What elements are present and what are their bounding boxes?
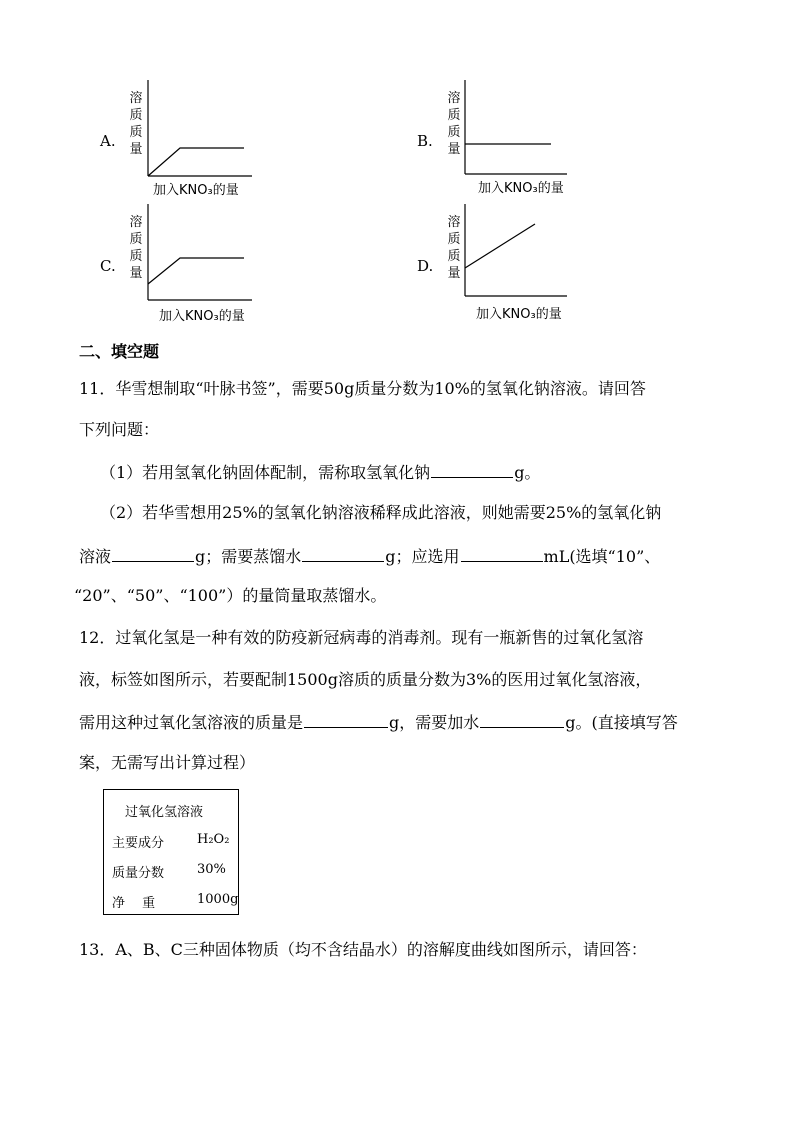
q11-part1 bbox=[100, 463, 540, 481]
q12-line2: 液，标签如图所示，若要配制1500g溶质的质量分数为3%的医用过氧化氢溶液， bbox=[79, 670, 652, 689]
q11-part2-line3: “20”、“50”、“100”）的量筒量取蒸馏水。 bbox=[74, 586, 387, 605]
ylabel-char: 质 bbox=[129, 108, 143, 123]
q13-line1: 13．A、B、C三种固体物质（均不含结晶水）的溶解度曲线如图所示，请回答： bbox=[79, 940, 647, 959]
q12-line3-a: 需用这种过氧化氢溶液的质量是 bbox=[79, 713, 304, 732]
label-key: 净 重 bbox=[112, 896, 156, 911]
q11-part2-blank-water[interactable] bbox=[302, 547, 384, 562]
option-c-letter: C. bbox=[100, 257, 116, 275]
ylabel-char: 质 bbox=[447, 249, 461, 264]
q12-line3 bbox=[79, 713, 678, 731]
q12-line3-b: g，需要加水 bbox=[389, 713, 480, 732]
option-c-graph bbox=[140, 200, 260, 310]
ylabel-char: 量 bbox=[129, 142, 143, 157]
label-key: 质量分数 bbox=[112, 866, 165, 881]
option-c-xlabel: 加入KNO₃的量 bbox=[159, 309, 245, 324]
q11-part2-a: 溶液 bbox=[79, 547, 112, 566]
ylabel-char: 质 bbox=[129, 249, 143, 264]
q12-blank-water-mass[interactable] bbox=[480, 713, 564, 728]
q12-blank-solution-mass[interactable] bbox=[304, 713, 388, 728]
option-a-letter: A. bbox=[100, 132, 116, 150]
q12-line1: 12．过氧化氢是一种有效的防疫新冠病毒的消毒剂。现有一瓶新售的过氧化氢溶 bbox=[79, 628, 644, 647]
q11-part2-blank-cylinder[interactable] bbox=[461, 547, 543, 562]
curve bbox=[148, 258, 244, 284]
option-b-letter: B. bbox=[417, 132, 433, 150]
option-a-graph bbox=[140, 76, 260, 186]
q11-part2-line2 bbox=[79, 547, 660, 565]
q11-part1-unit: g。 bbox=[514, 463, 541, 482]
q11-part1-blank[interactable] bbox=[431, 463, 513, 478]
option-d-xlabel: 加入KNO₃的量 bbox=[476, 307, 562, 322]
curve bbox=[148, 148, 244, 176]
option-a-xlabel: 加入KNO₃的量 bbox=[153, 183, 239, 198]
ylabel-char: 溶 bbox=[129, 91, 143, 106]
ylabel-char: 质 bbox=[447, 125, 461, 140]
q12-line4: 案，无需写出计算过程） bbox=[79, 753, 256, 772]
curve bbox=[465, 224, 535, 268]
option-d-letter: D. bbox=[417, 257, 434, 275]
q11-part2-line1: （2）若华雪想用25%的氢氧化钠溶液稀释成此溶液，则她需要25%的氢氧化钠 bbox=[100, 503, 662, 522]
option-b-graph bbox=[457, 76, 577, 186]
q11-line1: 11．华雪想制取“叶脉书签”，需要50g质量分数为10%的氢氧化钠溶液。请回答 bbox=[79, 379, 646, 398]
section-title: 二、填空题 bbox=[79, 342, 160, 361]
q11-part2-b: g；需要蒸馏水 bbox=[195, 547, 302, 566]
q11-part2-c: g；应选用 bbox=[385, 547, 460, 566]
label-value: 1000g bbox=[197, 892, 239, 907]
ylabel-char: 溶 bbox=[447, 215, 461, 230]
label-key: 主要成分 bbox=[112, 836, 165, 851]
bottle-label bbox=[103, 789, 239, 915]
label-title: 过氧化氢溶液 bbox=[125, 805, 204, 820]
q11-part2-d: mL(选填“10”、 bbox=[543, 547, 661, 566]
q12-line3-c: g。(直接填写答 bbox=[565, 713, 678, 732]
ylabel-char: 溶 bbox=[447, 91, 461, 106]
option-d-graph bbox=[457, 200, 577, 310]
label-value: 30% bbox=[197, 862, 226, 877]
q11-line2: 下列问题： bbox=[79, 420, 160, 439]
q11-part1-text: （1）若用氢氧化钠固体配制，需称取氢氧化钠 bbox=[100, 463, 431, 482]
ylabel-char: 质 bbox=[447, 232, 461, 247]
q11-part2-blank-solution[interactable] bbox=[112, 547, 194, 562]
ylabel-char: 质 bbox=[447, 108, 461, 123]
ylabel-char: 量 bbox=[129, 266, 143, 281]
label-value: H₂O₂ bbox=[197, 832, 230, 847]
ylabel-char: 质 bbox=[129, 232, 143, 247]
ylabel-char: 溶 bbox=[129, 215, 143, 230]
ylabel-char: 量 bbox=[447, 266, 461, 281]
ylabel-char: 量 bbox=[447, 142, 461, 157]
option-b-xlabel: 加入KNO₃的量 bbox=[478, 181, 564, 196]
ylabel-char: 质 bbox=[129, 125, 143, 140]
